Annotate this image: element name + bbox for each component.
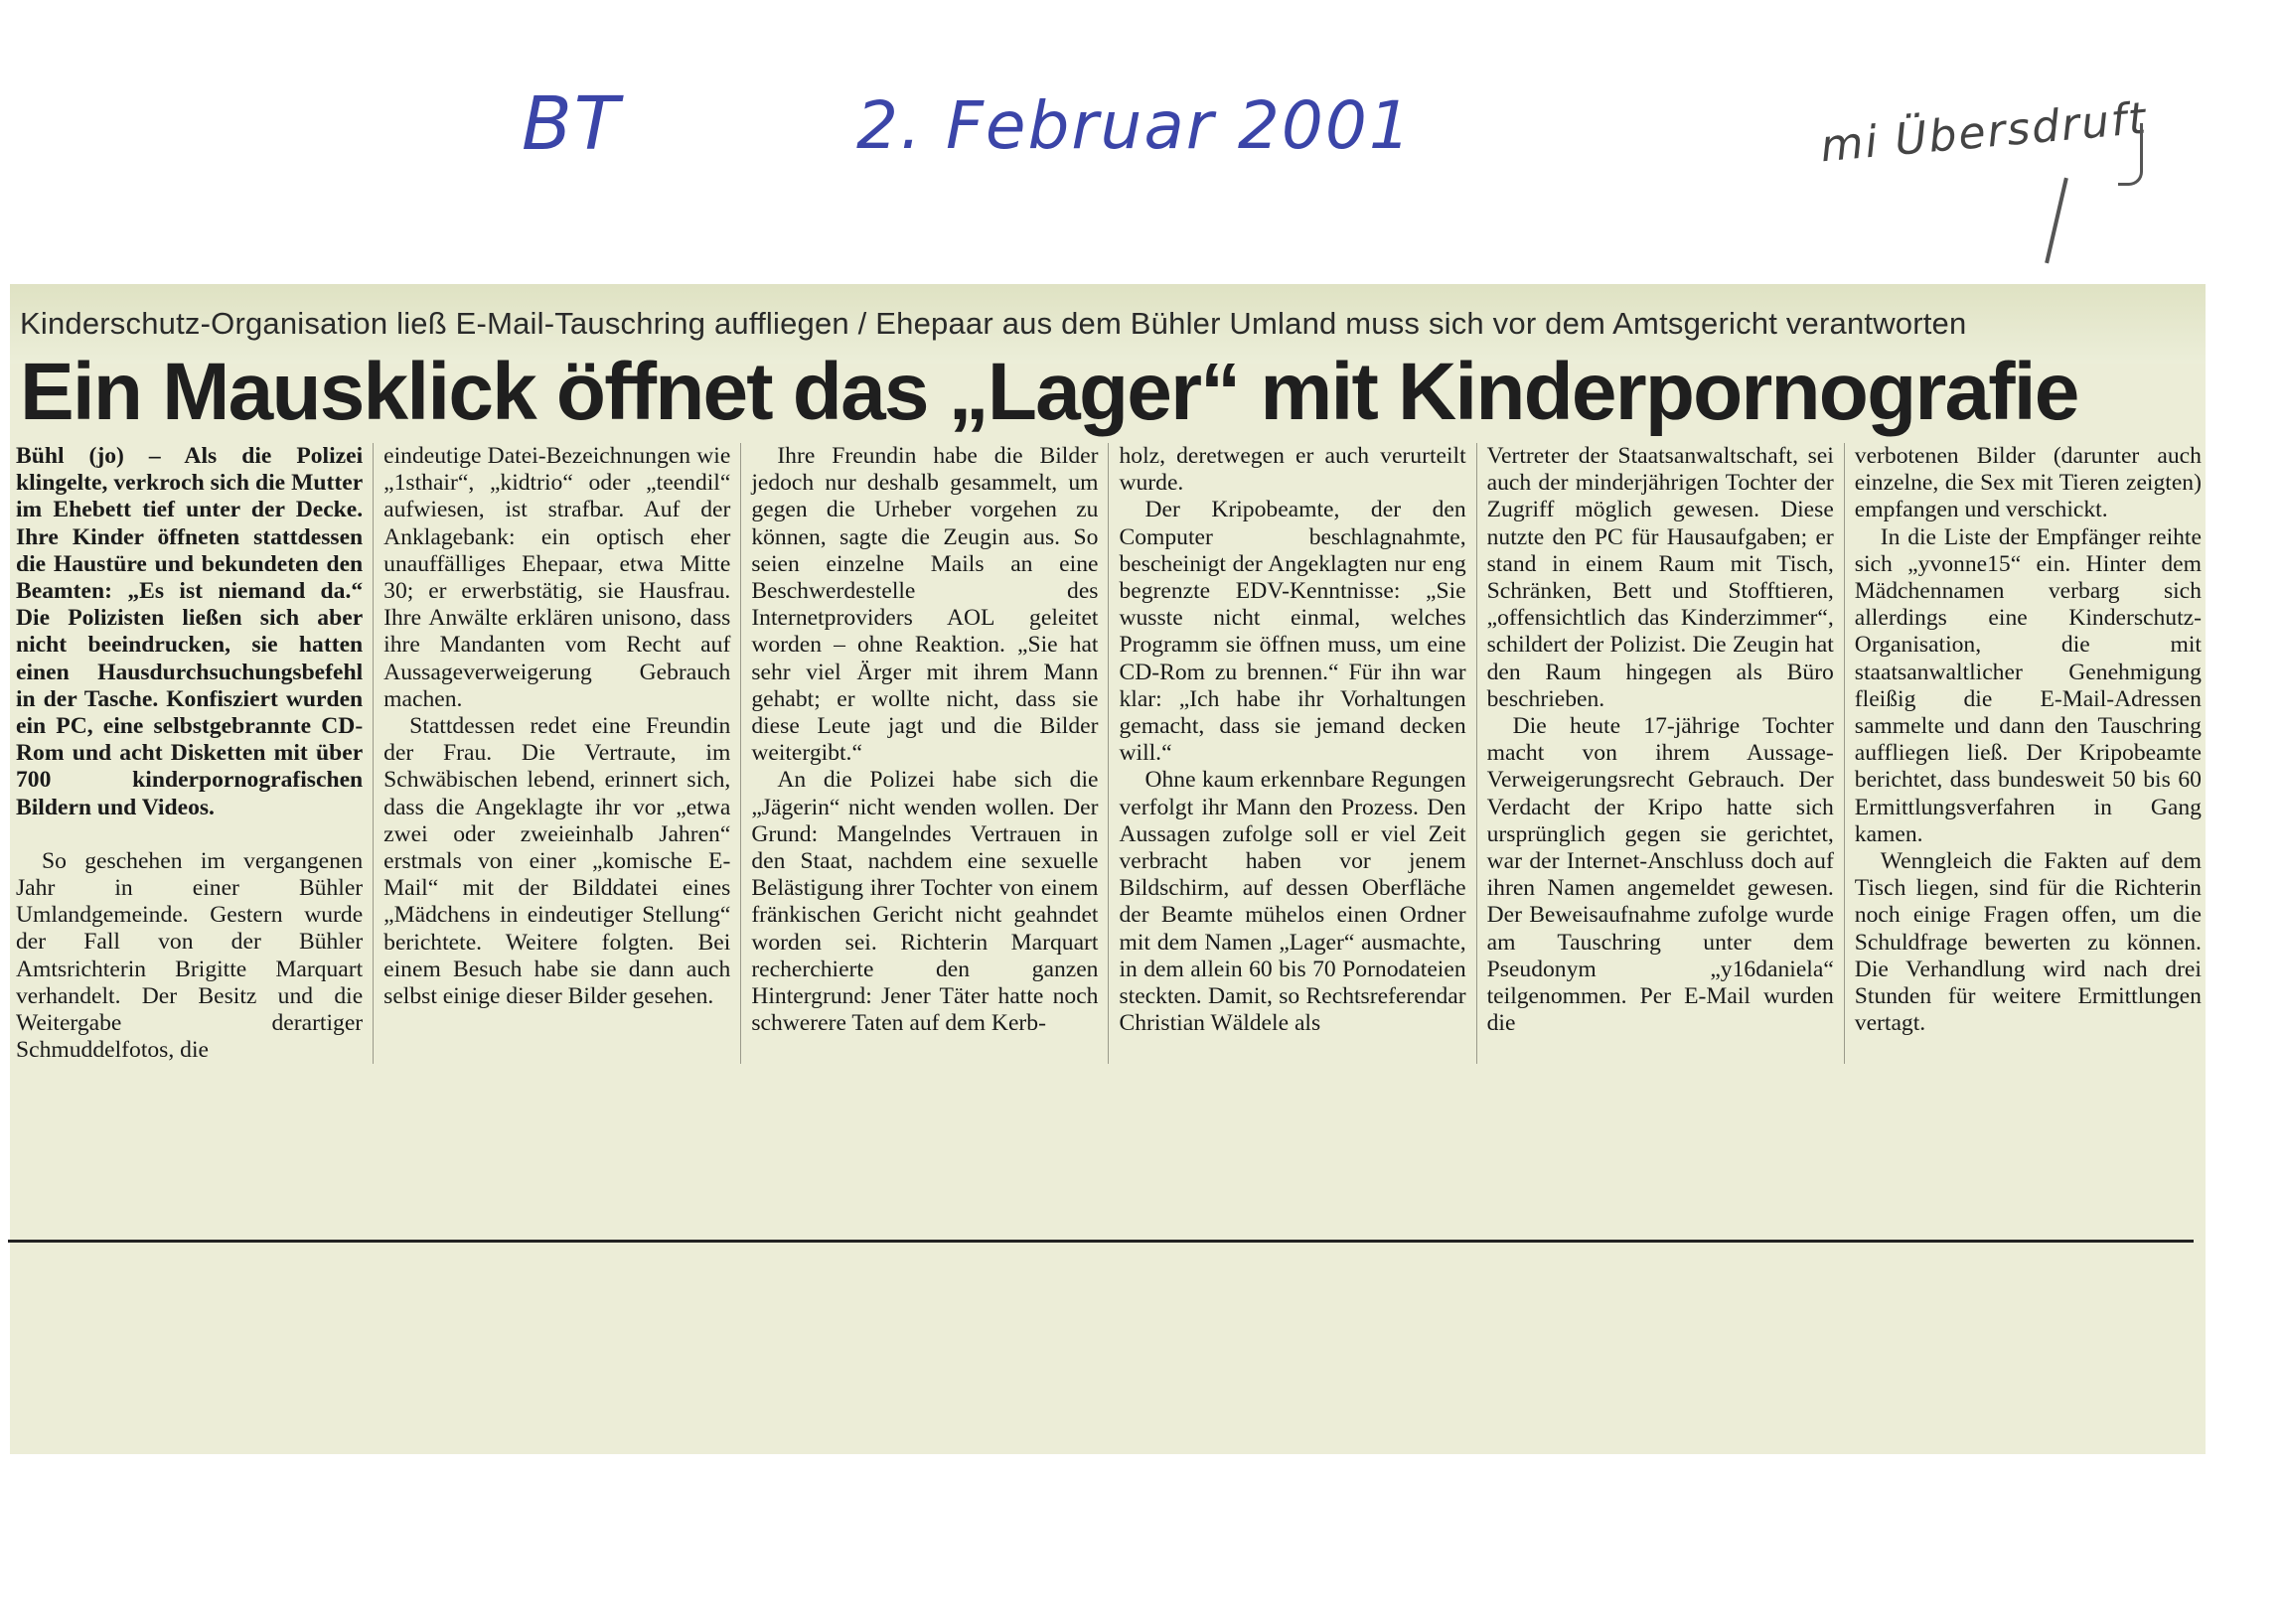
article-paragraph: Vertreter der Staatsanwaltschaft, sei auch der minderjährigen Tochter der Zugriff möglich gewesen. Diese nutzte den PC für Hausaufgaben; er stand in einem Raum mit Tisch, Schränken, Bett und Stofftieren, „offensichtlich das Kinderzimmer“, schildert der Polizist. Die Zeugin hat den Raum hingegen als Büro beschrieben.	[1486, 443, 1834, 712]
handwritten-hook-mark	[2118, 123, 2143, 186]
article-lead-paragraph: Bühl (jo) – Als die Polizei klingelte, verkroch sich die Mutter im Ehebett tief unter der Decke. Ihre Kinder öffneten stattdessen die Haustüre und bekundeten den Beamten: „Es ist niemand da.“ Die Polizisten ließen sich aber nicht beeindrucken, sie hatten einen Hausdurchsuchungsbefehl in der Tasche. Konfisziert wurden ein PC, eine selbstgebrannte CD-Rom und acht Disketten mit über 700 kinderpornografischen Bildern und Videos.	[16, 443, 364, 820]
article-paragraph: An die Polizei habe sich die „Jägerin“ nicht wenden wollen. Der Grund: Mangelndes Vertrauen in den Staat, nachdem eine sexuelle Belästigung ihrer Tochter von einem fränkischen Gericht nicht geahndet worden sei. Richterin Marquart recherchierte den ganzen Hintergrund: Jener Täter hatte noch schwerere Taten auf dem Kerb-	[751, 767, 1099, 1037]
article-paragraph: Die heute 17-jährige Tochter macht von ihrem Aussage-Verweigerungsrecht Gebrauch. Der Verdacht der Kripo hatte sich ursprünglich gegen sie gerichtet, war der Internet-Anschluss doch auf ihren Namen angemeldet gewesen. Der Beweisaufnahme zufolge wurde am Tauschring unter dem Pseudonym „y16daniela“ teilgenommen. Per E-Mail wurden die	[1486, 713, 1834, 1037]
article-column-2	[383, 443, 730, 1064]
article-column-3	[751, 443, 1098, 1064]
column-divider	[373, 443, 374, 1064]
handwritten-source-annotation: BT	[522, 81, 621, 167]
article-headline: Ein Mausklick öffnet das „Lager“ mit Kinderpornografie	[20, 347, 2078, 437]
article-paragraph: Ohne kaum erkennbare Regungen verfolgt ihr Mann den Prozess. Den Aussagen zufolge soll er viel Zeit verbracht haben vor jenem Bildschirm, auf dessen Oberfläche der Beamte mühelos einen Ordner mit dem Namen „Lager“ ausmachte, in dem allein 60 bis 70 Pornodateien steckten. Damit, so Rechtsreferendar Christian Wäldele als	[1119, 767, 1466, 1037]
column-divider	[740, 443, 741, 1064]
article-column-1	[16, 443, 363, 1064]
article-column-5	[1487, 443, 1834, 1064]
article-paragraph: Der Kripobeamte, der den Computer beschlagnahmte, bescheinigt der Angeklagten nur eng begrenzte EDV-Kenntnisse: „Sie wusste nicht einmal, welches Programm sie öffnen muss, um eine CD-Rom zu brennen.“ Für ihn war klar: „Ich habe ihr Vorhaltungen gemacht, dass sie jemand decken will.“	[1119, 497, 1466, 767]
article-paragraph: Stattdessen redet eine Freundin der Frau. Die Vertraute, im Schwäbischen lebend, erinnert sich, dass die Angeklagte ihr vor „etwa zwei oder zweieinhalb Jahren“ erstmals von einer „komische E-Mail“ mit der Bilddatei eines „Mädchens in eindeutiger Stellung“ berichtete. Weitere folgten. Bei einem Besuch habe sie dann auch selbst einige dieser Bilder gesehen.	[383, 713, 731, 1010]
column-divider	[1844, 443, 1845, 1064]
article-paragraph: Wenngleich die Fakten auf dem Tisch liegen, sind für die Richterin noch einige Fragen offen, um die Schuldfrage bewerten zu können. Die Verhandlung wird nach drei Stunden für weitere Ermittlungen vertagt.	[1854, 848, 2202, 1037]
handwritten-date-annotation: 2. Februar 2001	[856, 87, 1413, 164]
article-paragraph: In die Liste der Empfänger reihte sich „yvonne15“ ein. Hinter dem Mädchennamen verbarg sich allerdings eine Kinderschutz-Organisation, die mit staatsanwaltlicher Genehmigung fleißig die E-Mail-Adressen sammelte und dann den Tauschring auffliegen ließ. Der Kripobeamte berichtet, dass bundesweit 50 bis 60 Ermittlungsverfahren in Gang kamen.	[1854, 523, 2202, 847]
article-paragraph: So geschehen im vergangenen Jahr in einer Bühler Umlandgemeinde. Gestern wurde der Fall von der Bühler Amtsrichterin Brigitte Marquart verhandelt. Der Besitz und die Weitergabe derartiger Schmuddelfotos, die	[16, 847, 364, 1064]
clipping-header	[20, 306, 2206, 435]
article-paragraph: verbotenen Bilder (darunter auch einzelne, die Sex mit Tieren zeigten) empfangen und verschickt.	[1854, 443, 2202, 523]
article-paragraph: holz, deretwegen er auch verurteilt wurde.	[1119, 443, 1466, 497]
article-paragraph: eindeutige Datei-Bezeichnungen wie „1sthair“, „kidtrio“ oder „teendil“ aufwiesen, ist strafbar. Auf der Anklagebank: ein optisch eher unauffälliges Ehepaar, etwa Mitte 30; er erwerbstätig, sie Hausfrau. Ihre Anwälte erklären unisono, dass ihre Mandanten vom Recht auf Aussageverweigerung Gebrauch machen.	[383, 443, 731, 712]
newspaper-clipping	[10, 284, 2206, 1454]
page-bottom-rule	[8, 1240, 2194, 1243]
article-columns	[16, 443, 2202, 1064]
article-paragraph: Ihre Freundin habe die Bilder jedoch nur deshalb gesammelt, um gegen die Urheber vorgehen zu können, sagte die Zeugin aus. So seien einzelne Mails an eine Beschwerdestelle des Internetproviders AOL geleitet worden – ohne Reaktion. „Sie hat sehr viel Ärger mit ihrem Mann gehabt; er wollte nicht, dass sie diese Leute jagt und die Bilder weitergibt.“	[751, 443, 1099, 767]
handwritten-note-annotation: mi Übersdruft	[1818, 92, 2150, 173]
column-divider	[1108, 443, 1109, 1064]
article-column-4	[1119, 443, 1465, 1064]
column-divider	[1476, 443, 1477, 1064]
handwritten-stroke-mark	[2045, 178, 2068, 264]
article-subheadline: Kinderschutz-Organisation ließ E-Mail-Tauschring auffliegen / Ehepaar aus dem Bühler Umland muss sich vor dem Amtsgericht verantworten	[20, 306, 1967, 341]
article-column-6	[1855, 443, 2202, 1064]
